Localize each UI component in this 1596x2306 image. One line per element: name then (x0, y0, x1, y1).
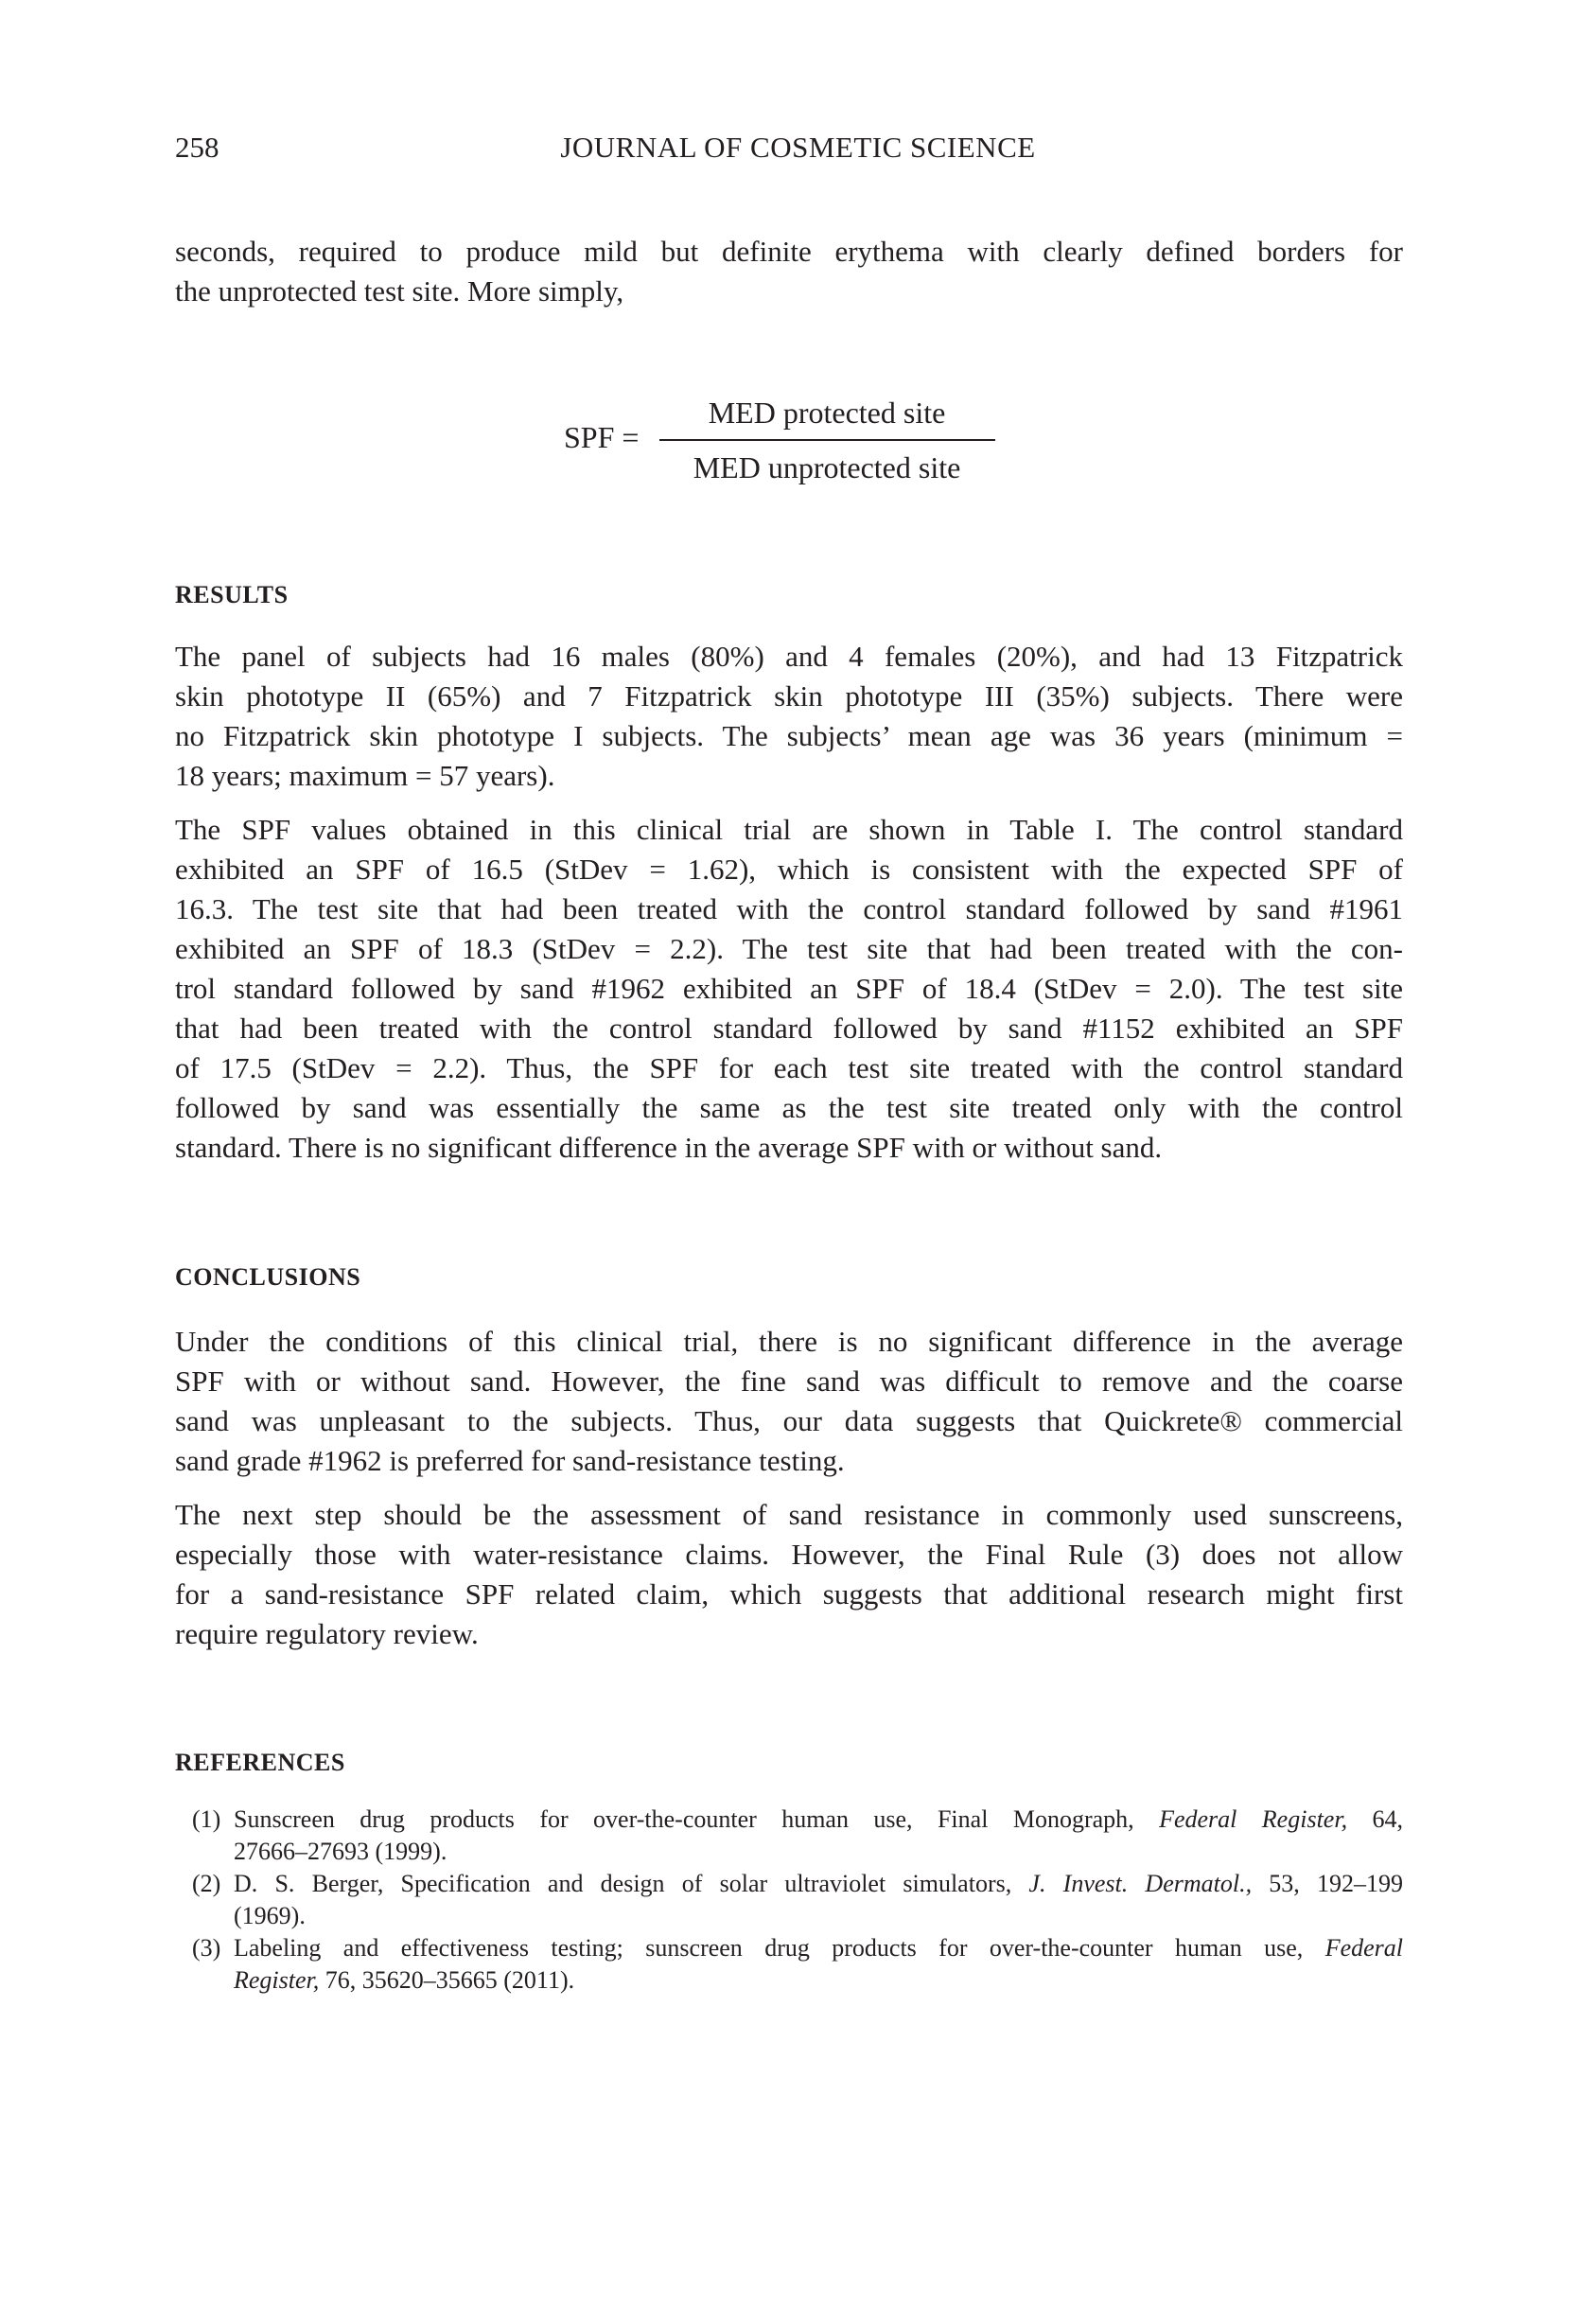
reference-line (234, 1900, 1403, 1932)
formula-numerator: MED protected site (708, 396, 946, 430)
text-line: The panel of subjects had 16 males (80%) and 4 females (20%), and had 13 Fitzpatrick (175, 640, 1403, 673)
text-line: the unprotected test site. More simply, (175, 274, 624, 308)
text-line: exhibited an SPF of 16.5 (StDev = 1.62), which is consistent with the expected SPF of (175, 853, 1403, 886)
reference-text: 76, 35620–35665 (2011). (319, 1966, 575, 1994)
paragraph (175, 810, 1403, 1168)
reference-item (175, 1932, 1403, 1997)
reference-text: 53, 192–199 (1252, 1870, 1403, 1897)
reference-text: 64, (1347, 1805, 1403, 1833)
reference-line (234, 1836, 1403, 1868)
reference-text: 27666–27693 (1999). (234, 1838, 447, 1865)
text-line: seconds, required to produce mild but definite erythema with clearly defined borders for (175, 235, 1403, 268)
conclusions-heading: CONCLUSIONS (175, 1263, 361, 1291)
fraction-bar (659, 439, 995, 441)
text-line: no Fitzpatrick skin phototype I subjects. The subjects’ mean age was 36 years (minimum = (175, 719, 1403, 752)
page-number: 258 (175, 131, 219, 164)
reference-line (234, 1932, 1403, 1964)
text-line: Under the conditions of this clinical trial, there is no significant difference in the average (175, 1325, 1403, 1358)
reference-line (234, 1804, 1403, 1836)
text-line: sand was unpleasant to the subjects. Thus, our data suggests that Quickrete® commercial (175, 1404, 1403, 1437)
paragraph (175, 232, 1403, 311)
reference-text: Labeling and effectiveness testing; sunscreen drug products for over-the-counter human use, (234, 1934, 1325, 1962)
text-line: sand grade #1962 is preferred for sand-resistance testing. (175, 1444, 845, 1477)
text-line: skin phototype II (65%) and 7 Fitzpatrick skin phototype III (35%) subjects. There were (175, 679, 1403, 713)
results-heading: RESULTS (175, 581, 289, 608)
text-line: exhibited an SPF of 18.3 (StDev = 2.2). The test site that had been treated with the con- (175, 932, 1403, 965)
text-line: followed by sand was essentially the same as the test site treated only with the control (175, 1091, 1403, 1124)
text-line: 18 years; maximum = 57 years). (175, 759, 555, 792)
journal-name: J. Invest. Dermatol., (1028, 1870, 1253, 1897)
conclusions-text (175, 1322, 1403, 1654)
text-line: that had been treated with the control standard followed by sand #1152 exhibited an SPF (175, 1012, 1403, 1045)
text-line: require regulatory review. (175, 1617, 479, 1650)
text-line: SPF with or without sand. However, the fine sand was difficult to remove and the coarse (175, 1364, 1403, 1398)
reference-number: (2) (192, 1870, 221, 1897)
running-header-journal-title: JOURNAL OF COSMETIC SCIENCE (560, 131, 1036, 164)
reference-item (175, 1868, 1403, 1932)
journal-name: Federal Register, (1159, 1805, 1348, 1833)
intro-text (175, 232, 1403, 311)
reference-number: (3) (192, 1934, 221, 1962)
references-list (175, 1804, 1403, 1997)
text-line: for a sand-resistance SPF related claim, which suggests that additional research might first (175, 1577, 1403, 1611)
formula-lhs: SPF = (564, 420, 640, 454)
paragraph (175, 1495, 1403, 1654)
reference-text: (1969). (234, 1902, 306, 1929)
reference-line (234, 1868, 1403, 1900)
reference-item (175, 1804, 1403, 1868)
references-heading: REFERENCES (175, 1749, 345, 1776)
text-line: standard. There is no significant difference in the average SPF with or without sand. (175, 1131, 1163, 1164)
paragraph (175, 1322, 1403, 1481)
text-line: The SPF values obtained in this clinical trial are shown in Table I. The control standard (175, 813, 1403, 846)
text-line: of 17.5 (StDev = 2.2). Thus, the SPF for each test site treated with the control standard (175, 1051, 1403, 1084)
text-line: The next step should be the assessment of sand resistance in commonly used sunscreens, (175, 1498, 1403, 1531)
reference-number: (1) (192, 1805, 221, 1833)
text-line: trol standard followed by sand #1962 exhibited an SPF of 18.4 (StDev = 2.0). The test site (175, 972, 1403, 1005)
paragraph (175, 637, 1403, 796)
results-text (175, 637, 1403, 1168)
reference-text: D. S. Berger, Specification and design of solar ultraviolet simulators, (234, 1870, 1029, 1897)
journal-name: Federal (1324, 1934, 1403, 1962)
formula-denominator: MED unprotected site (693, 450, 961, 484)
text-line: especially those with water-resistance claims. However, the Final Rule (3) does not allow (175, 1538, 1403, 1571)
journal-name: Register, (234, 1966, 320, 1994)
text-line: 16.3. The test site that had been treated with the control standard followed by sand #1961 (175, 892, 1403, 925)
reference-line (234, 1964, 1403, 1997)
reference-text: Sunscreen drug products for over-the-counter human use, Final Monograph, (234, 1805, 1160, 1833)
